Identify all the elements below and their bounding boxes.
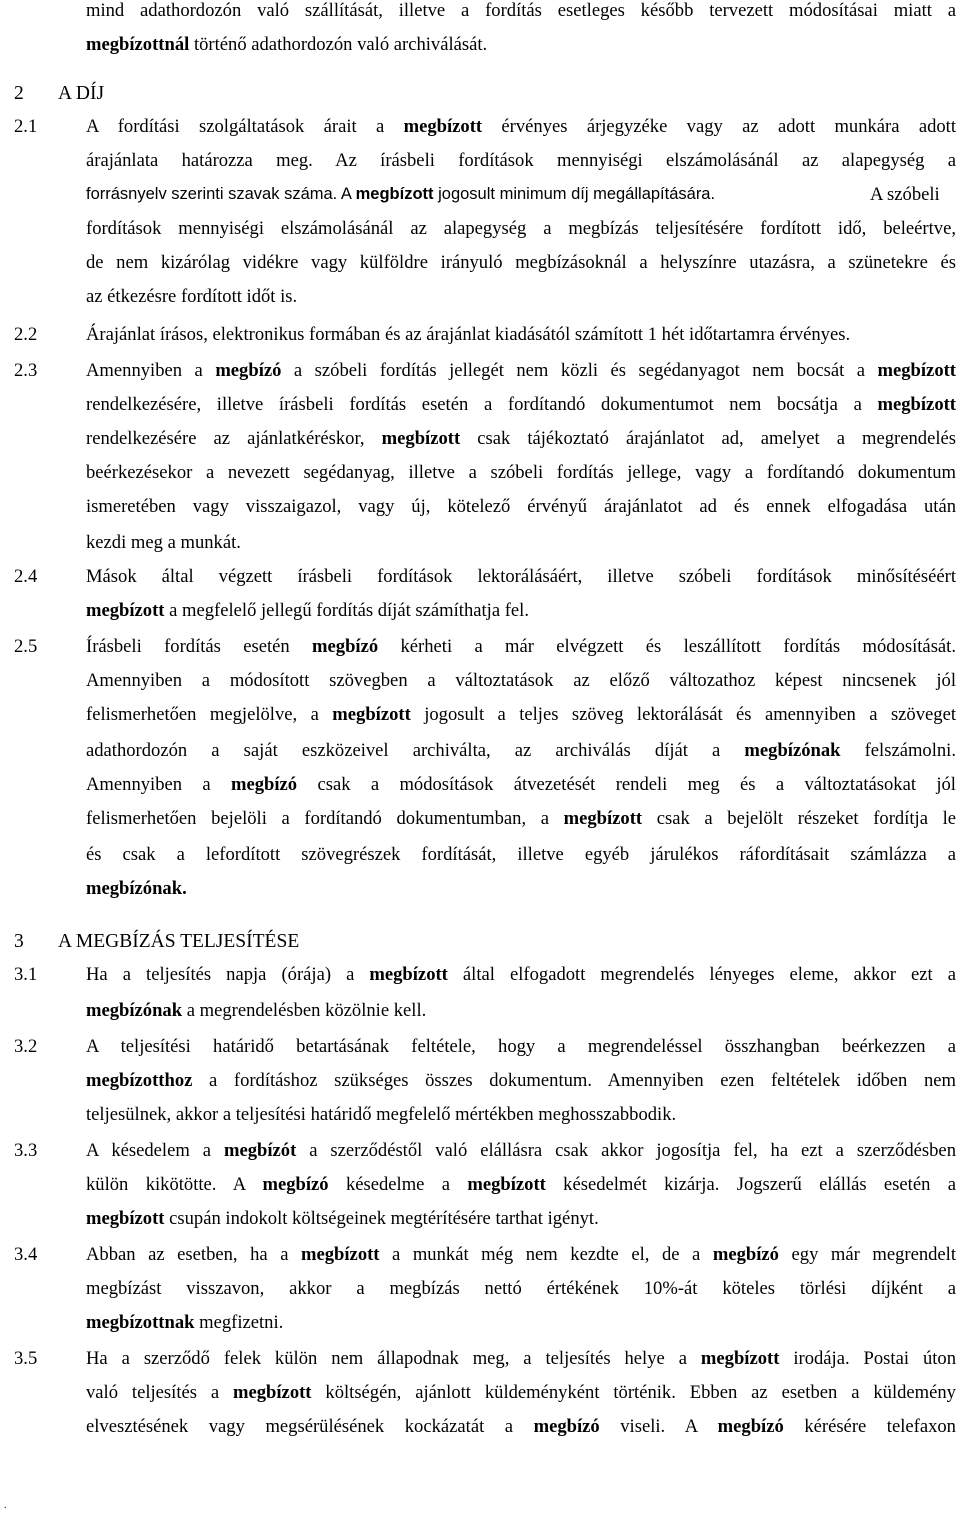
term-bold: megbízó [231, 774, 298, 795]
text-line [86, 362, 956, 381]
text-run: késedelme a [328, 1174, 468, 1195]
term-bold: megbízó [312, 636, 379, 657]
text-line [86, 464, 956, 483]
term-bold: megbízott [467, 1174, 546, 1195]
term-bold: megbízó [215, 360, 282, 381]
section-title: A MEGBÍZÁS TELJESÍTÉSE [58, 931, 300, 952]
text-run: A teljesítési határidő betartásának feltétele, hogy a megrendeléssel összhangban beérkezzen a [86, 1036, 956, 1057]
term-bold: megbízó [262, 1174, 329, 1195]
clause-number: 3.3 [14, 1140, 38, 1161]
text-run: elvesztésének vagy megsérülésének kockázatát a [86, 1416, 534, 1437]
text-run: felszámolni. [840, 740, 956, 761]
text-line [86, 1280, 956, 1299]
text-run: felismerhetően bejelöli a fordítandó dokumentumban, a [86, 808, 564, 829]
text-run: az étkezésre fordított időt is. [86, 286, 298, 307]
text-line [86, 2, 956, 21]
term-bold: megbízott [563, 808, 643, 829]
term-bold: megbízottnál [86, 34, 190, 55]
term-bold: megbízott [233, 1382, 312, 1403]
text-line [86, 1418, 956, 1437]
text-line [86, 1384, 956, 1403]
term-bold: megbízónak. [86, 878, 187, 899]
section-title: A DÍJ [58, 83, 105, 104]
term-bold: megbízotthoz [86, 1070, 193, 1091]
term-bold: megbízott [381, 428, 461, 449]
clause-number: 3.4 [14, 1244, 38, 1265]
text-line [86, 1072, 956, 1091]
text-run: viseli. A [599, 1416, 718, 1437]
term-bold: megbízott [86, 600, 165, 621]
clause-number: 3.1 [14, 964, 38, 985]
text-run: rendelkezésére, illetve írásbeli fordítás esetén a fordítandó dokumentumot nem bocsátja a [86, 394, 878, 415]
text-run: Amennyiben a módosított szövegben a változtatások az előző változathoz képest nincsenek jól [86, 670, 956, 691]
text-run: a megrendelésben közölnie kell. [182, 1000, 427, 1021]
text-line [86, 602, 529, 621]
clause-number: 2.1 [14, 116, 38, 137]
text-line [86, 498, 956, 517]
text-run: kérheti a már elvégzett és leszállított fordítás módosítását. [378, 636, 956, 657]
term-bold: megbízó [533, 1416, 600, 1437]
text-run: külön kikötötte. A [86, 1174, 263, 1195]
text-line [86, 1246, 956, 1265]
term-bold: megbízottnak [86, 1312, 195, 1333]
text-run: történő adathordozón való archiválását. [189, 34, 488, 55]
text-run: megfizetni. [194, 1312, 284, 1333]
text-run: kezdi meg a munkát. [86, 532, 241, 553]
text-line [86, 1210, 599, 1229]
text-line [86, 186, 715, 203]
text-line [86, 880, 187, 899]
text-run: a megfelelő jellegű fordítás díját számíthatja fel. [164, 600, 529, 621]
text-line [86, 638, 956, 657]
text-run: Mások által végzett írásbeli fordítások lektorálásáért, illetve szóbeli fordítások minősítéséért [86, 566, 956, 587]
text-run: késedelmét kizárja. Jogszerű elállás esetén a [545, 1174, 956, 1195]
clause-number: 2.5 [14, 636, 38, 657]
text-run: Írásbeli fordítás esetén [86, 636, 313, 657]
text-run: Amennyiben a [86, 360, 216, 381]
text-run: megbízást visszavon, akkor a megbízás nettó értékének 10%-át köteles törlési díjként a [86, 1278, 956, 1299]
text-line [86, 1350, 956, 1369]
text-run: Abban az esetben, ha a [86, 1244, 302, 1265]
text-run: Árajánlat írásos, elektronikus formában és az árajánlat kiadásától számított 1 hét időtartamra érvényes. [86, 324, 851, 345]
text-run: A szóbeli [870, 184, 940, 205]
term-bold: megbízót [223, 1140, 297, 1161]
text-run: csak tájékoztató árajánlatot ad, amelyet a megrendelés [460, 428, 956, 449]
text-line [86, 1314, 283, 1333]
section-number: 3 [14, 931, 24, 952]
term-bold: megbízó [712, 1244, 779, 1265]
text-run: irodája. Postai úton [779, 1348, 957, 1369]
text-line [86, 1142, 956, 1161]
text-run: ismeretében vagy visszaigazol, vagy új, kötelező érvényű árajánlatot ad és ennek elfogadása után [86, 496, 956, 517]
text-line [86, 220, 956, 239]
term-bold: megbízott [355, 185, 434, 203]
text-run: jogosult a teljes szöveg lektorálását és amennyiben a szöveget [410, 704, 956, 725]
text-run: egy már megrendelt [778, 1244, 956, 1265]
text-line [86, 672, 956, 691]
term-bold: megbízott [877, 394, 956, 415]
text-run: való teljesítés a [86, 1382, 234, 1403]
text-line [86, 966, 956, 985]
term-bold: megbízónak [744, 740, 841, 761]
page-mark: . [4, 1500, 7, 1511]
text-run: jogosult minimum díj megállapítására. [433, 185, 716, 203]
clause-number: 2.2 [14, 324, 38, 345]
text-line [86, 1038, 956, 1057]
text-run: érvényes árjegyzéke vagy az adott munkára adott [482, 116, 957, 137]
term-bold: megbízott [86, 1208, 165, 1229]
section-number: 2 [14, 83, 24, 104]
text-line [86, 152, 956, 171]
text-run: de nem kizárólag vidékre vagy külföldre irányuló megbízásoknál a helyszínre utazásra, a szünetekre és [86, 252, 956, 273]
text-line [86, 776, 956, 795]
text-line [86, 36, 487, 55]
text-line [86, 1106, 676, 1125]
term-bold: megbízott [877, 360, 956, 381]
text-run: Amennyiben a [86, 774, 231, 795]
text-run: árajánlata határozza meg. Az írásbeli fordítások mennyiségi elszámolásánál az alapegység a [86, 150, 956, 171]
clause-number: 2.4 [14, 566, 38, 587]
text-run: rendelkezésére az ajánlatkéréskor, [86, 428, 382, 449]
text-line [86, 846, 956, 865]
text-run: A késedelem a [86, 1140, 224, 1161]
text-run: felismerhetően megjelölve, a [86, 704, 333, 725]
text-line [86, 706, 956, 725]
text-run: költségén, ajánlott küldeményként történik. Ebben az esetben a küldemény [311, 1382, 956, 1403]
text-line [86, 1002, 426, 1021]
text-line [86, 396, 956, 415]
text-line [86, 118, 956, 137]
clause-number: 2.3 [14, 360, 38, 381]
term-bold: megbízó [717, 1416, 784, 1437]
text-line [86, 1176, 956, 1195]
text-run: Ha a teljesítés napja (órája) a [86, 964, 370, 985]
text-run: a szóbeli fordítás jellegét nem közli és segédanyagot nem bocsát a [281, 360, 878, 381]
text-line [86, 810, 956, 829]
term-bold: megbízott [700, 1348, 780, 1369]
term-bold: megbízónak [86, 1000, 183, 1021]
text-run: mind adathordozón való szállítását, illetve a fordítás esetleges később tervezett módosításai miatt a [86, 0, 956, 21]
text-run: által elfogadott megrendelés lényeges eleme, akkor ezt a [447, 964, 956, 985]
text-run: csupán indokolt költségeinek megtérítésére tarthat igényt. [164, 1208, 599, 1229]
text-line [86, 288, 297, 307]
term-bold: megbízott [301, 1244, 380, 1265]
text-line [870, 186, 940, 205]
text-run: teljesülnek, akkor a teljesítési határidő megfelelő mértékben meghosszabbodik. [86, 1104, 677, 1125]
text-run: Ha a szerződő felek külön nem állapodnak meg, a teljesítés helye a [86, 1348, 701, 1369]
text-run: kérésére telefaxon [783, 1416, 956, 1437]
clause-number: 3.5 [14, 1348, 38, 1369]
text-run: A fordítási szolgáltatások árait a [86, 116, 404, 137]
text-run: a fordításhoz szükséges összes dokumentum. Amennyiben ezen feltételek időben nem [192, 1070, 956, 1091]
text-run: és csak a lefordított szövegrészek fordítását, illetve egyéb járulékos ráfordításait számlázza a [86, 844, 956, 865]
text-line [86, 742, 956, 761]
text-run: forrásnyelv szerinti szavak száma. A [86, 185, 356, 203]
text-run: csak a módosítások átvezetését rendeli meg és a változtatásokat jól [297, 774, 956, 795]
text-line [86, 534, 241, 553]
term-bold: megbízott [332, 704, 411, 725]
text-run: csak a bejelölt részeket fordítja le [642, 808, 957, 829]
text-line [86, 430, 956, 449]
text-run: beérkezésekor a nevezett segédanyag, illetve a szóbeli fordítás jellege, vagy a fordítandó dokumentum [86, 462, 956, 483]
text-line [86, 568, 956, 587]
term-bold: megbízott [403, 116, 483, 137]
text-run: fordítások mennyiségi elszámolásánál az alapegység a megbízás teljesítésére fordított idő, beleértve, [86, 218, 956, 239]
text-line [86, 254, 956, 273]
text-run: adathordozón a saját eszközeivel archiválta, az archiválás díját a [86, 740, 745, 761]
clause-number: 3.2 [14, 1036, 38, 1057]
text-line [86, 326, 850, 345]
term-bold: megbízott [369, 964, 448, 985]
text-run: a munkát még nem kezdte el, de a [379, 1244, 713, 1265]
text-run: a szerződéstől való elállásra csak akkor jogosítja fel, ha ezt a szerződésben [296, 1140, 956, 1161]
